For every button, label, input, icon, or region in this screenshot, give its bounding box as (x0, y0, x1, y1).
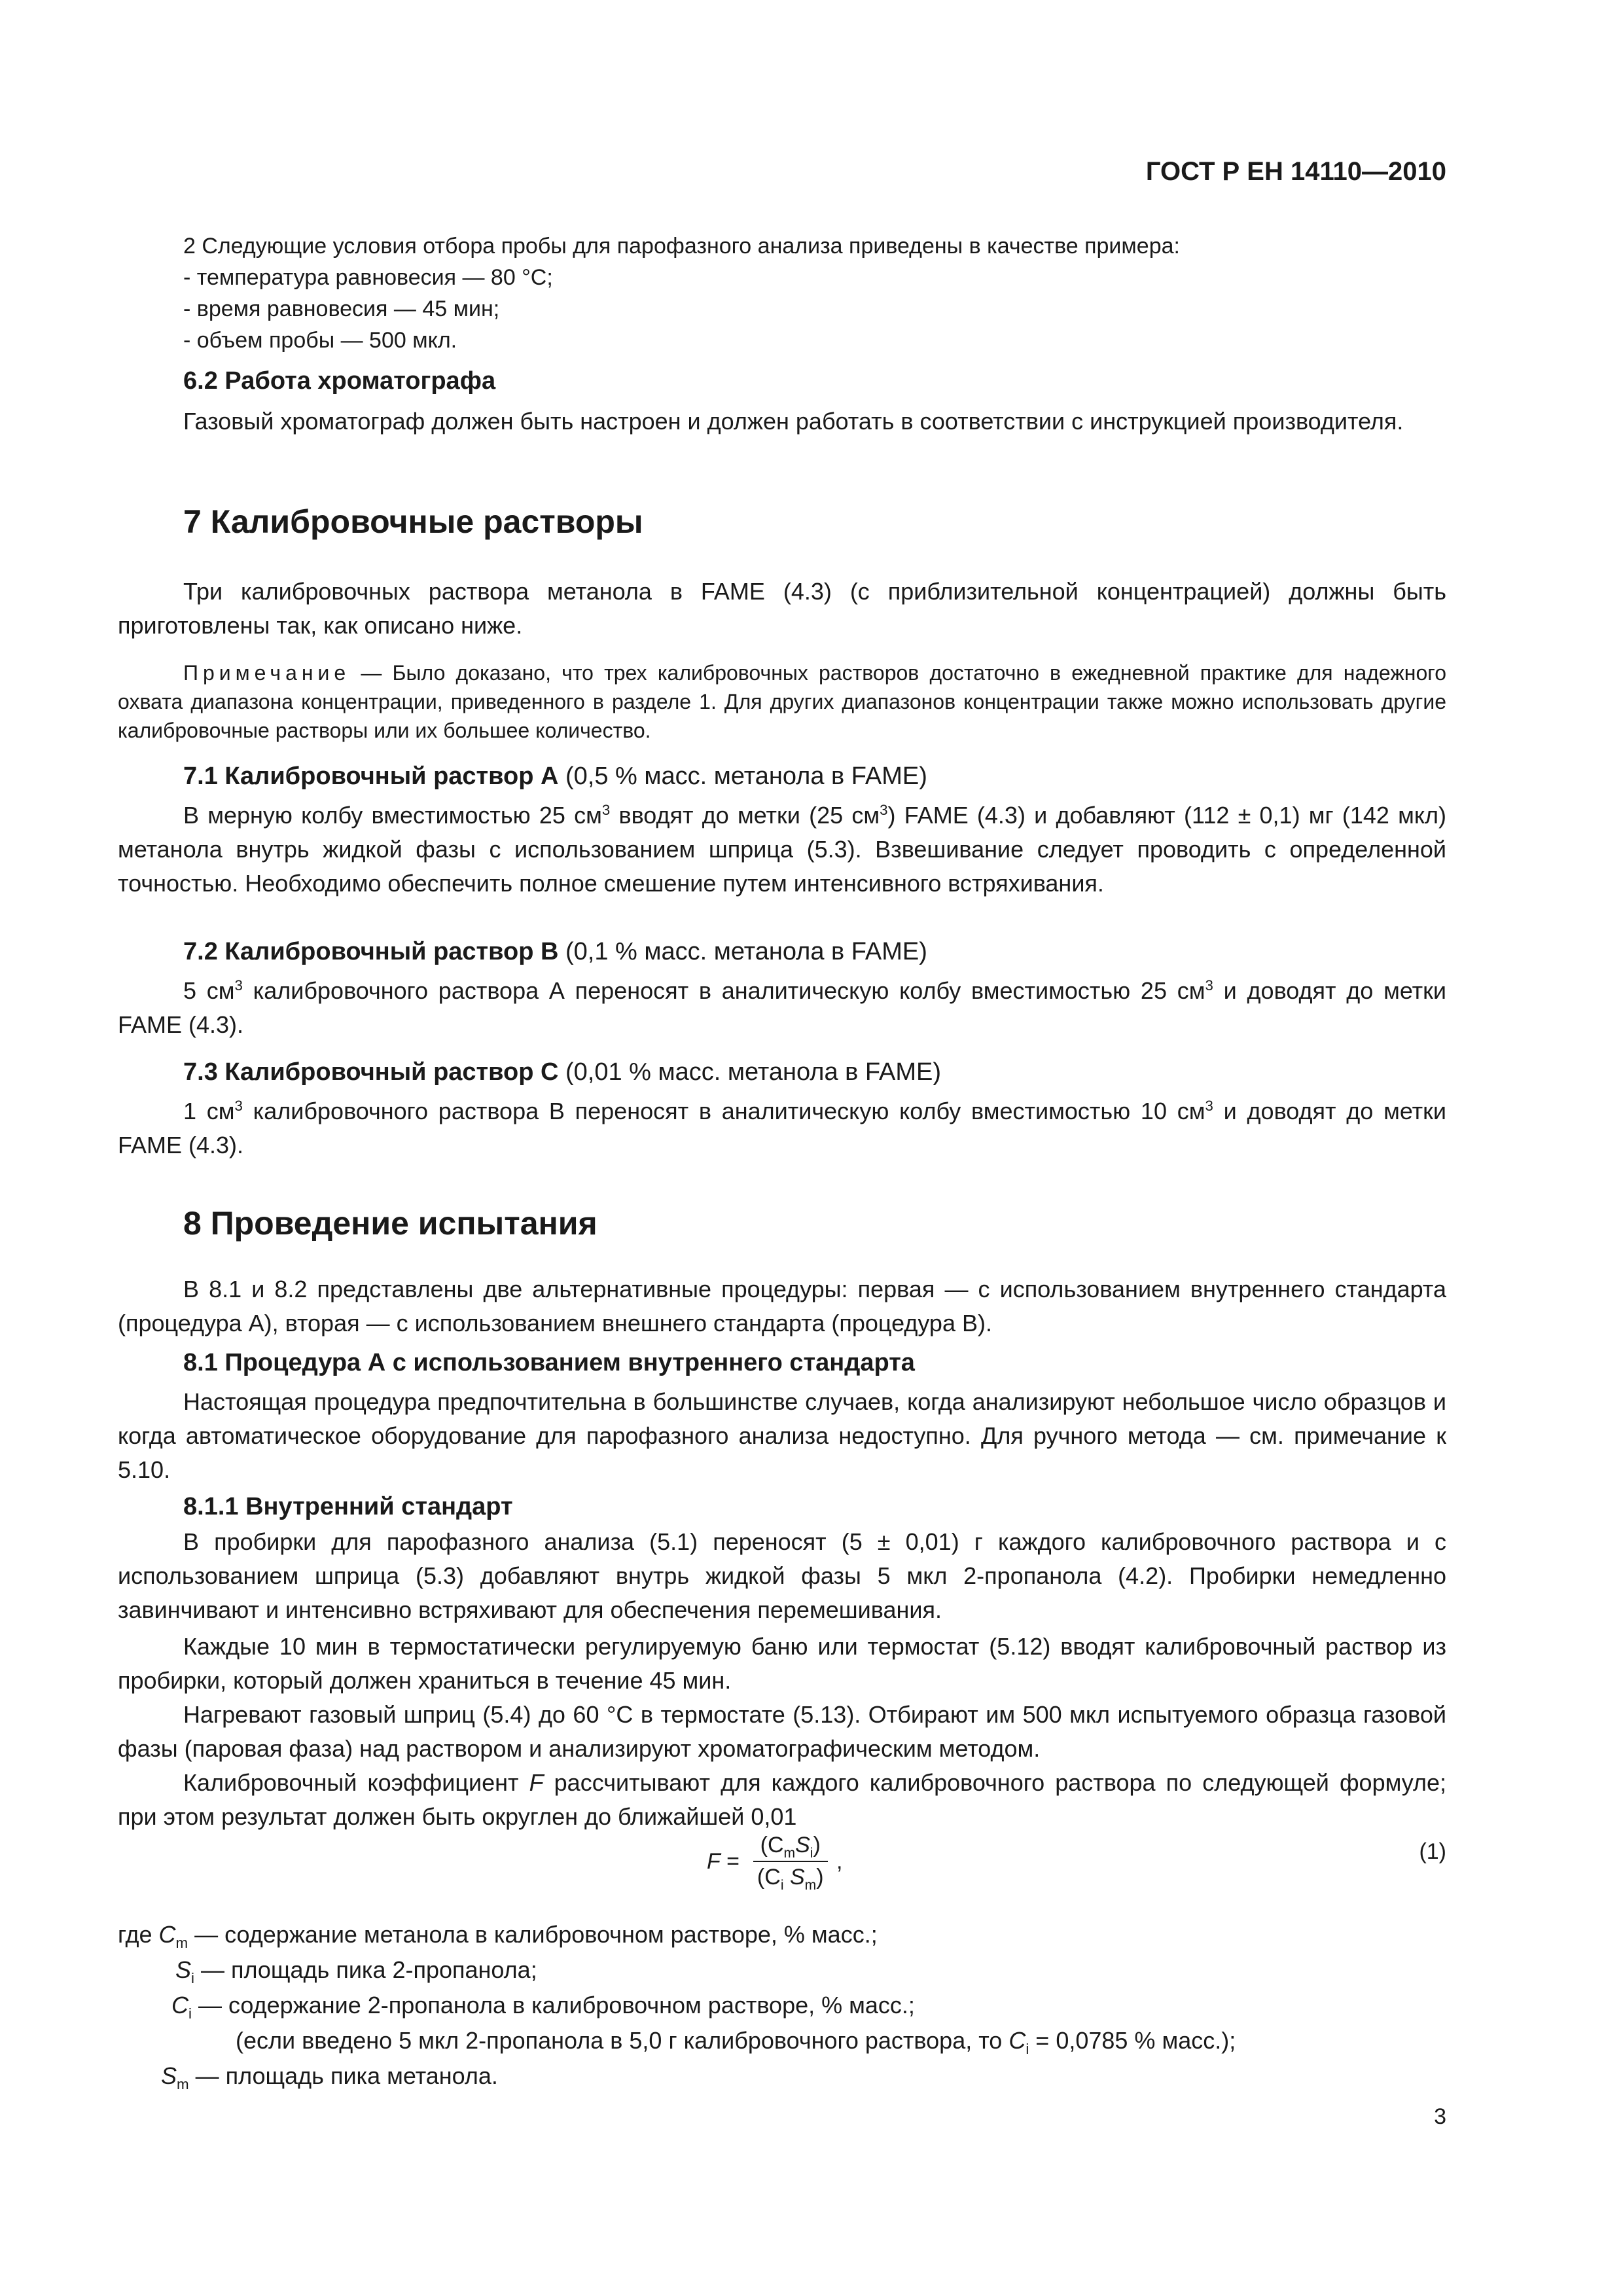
formula-denominator: ($C_i$ $S_m$) (757, 1865, 824, 1893)
section-6-2-text: Газовый хроматограф должен быть настроен и должен работать в соответствии с инструкцией производителя. (183, 408, 1404, 435)
section-6-2-title: 6.2 Работа хроматографа (183, 367, 496, 395)
section-8-1-1-p2: Каждые 10 мин в термостатически регулируемую баню или термостат (5.12) вводят калибровочный раствор из пробирки, который должен храниться в течение 45 мин. (118, 1633, 1446, 1694)
where-line-si: $S_i$ — площадь пика 2-пропанола; (175, 1956, 537, 1987)
note-2-item: - объем пробы — 500 мкл. (183, 328, 457, 353)
note-2-intro: 2 Следующие условия отбора пробы для парофазного анализа приведены в качестве примера: (183, 234, 1180, 259)
section-7-title: 7 Калибровочные растворы (183, 503, 643, 540)
formula-numerator: $(C_mS_i)$ (753, 1833, 828, 1862)
note-2-item: - время равновесия — 45 мин; (183, 296, 500, 321)
where-line-ci: $C_i$ — содержание 2-пропанола в калибровочном растворе, % масс.; (171, 1992, 915, 2022)
section-7-3-title: 7.3 Калибровочный раствор С (0,01 % масс. метанола в FAME) (183, 1058, 942, 1086)
section-7-1-title: 7.1 Калибровочный раствор А (0,5 % масс. метанола в FAME) (183, 762, 927, 790)
section-8-title: 8 Проведение испытания (183, 1205, 597, 1242)
section-8-1-text: Настоящая процедура предпочтительна в большинстве случаев, когда анализируют небольшое число образцов и когда автоматическое оборудование для парофазного анализа недоступно. Для ручного метода — см. примечание к 5.10. (118, 1388, 1446, 1483)
formula-1: F = $\frac{(C_mS_i)}{(C_i S_m)}$ , (707, 1833, 843, 1893)
note-text: — Было доказано, что трех калибровочных растворов достаточно в ежедневной практике для надежного охвата диапазона концентрации, приведенного в разделе 1. Для других диапазонов концентрации также можно использовать другие калибровочные растворы или их большее количество. (118, 661, 1446, 742)
page-number: 3 (1434, 2104, 1446, 2129)
section-8-intro: В 8.1 и 8.2 представлены две альтернативные процедуры: первая — с использованием внутреннего стандарта (процедура А), вторая — с использованием внешнего стандарта (процедура В). (118, 1276, 1446, 1336)
section-8-1-title: 8.1 Процедура А с использованием внутреннего стандарта (183, 1349, 915, 1376)
section-8-1-1-p3: Нагревают газовый шприц (5.4) до 60 °С в термостате (5.13). Отбирают им 500 мкл испытуемого образца газовой фазы (паровая фаза) над раствором и анализируют хроматографическим методом. (118, 1701, 1446, 1762)
section-7-1-text: В мерную колбу вместимостью 25 $см^3$ вводят до метки (25 $см^3$) FAME (4.3) и добавляют (112 ± 0,1) мг (142 мкл) метанола внутрь жидкой фазы с использованием шприца (5.3). Взвешивание следует проводить с определенной точностью. Необходимо обеспечить полное смешение путем интенсивного встряхивания. (118, 802, 1447, 897)
section-8-1-1-p4: Калибровочный коэффициент F рассчитывают для каждого калибровочного раствора по следующей формуле; при этом результат должен быть округлен до ближайшей 0,01 (118, 1769, 1446, 1830)
formula-lhs: F = (707, 1848, 740, 1874)
where-line-sm: $S_m$ — площадь пика метанола. (161, 2062, 498, 2093)
section-7-intro: Три калибровочных раствора метанола в FAME (4.3) (с приблизительной концентрацией) должны быть приготовлены так, как описано ниже. (118, 578, 1446, 639)
section-8-1-1-title: 8.1.1 Внутренний стандарт (183, 1493, 513, 1520)
section-8-1-1-p1: В пробирки для парофазного анализа (5.1) переносят (5 ± 0,01) г каждого калибровочного раствора и с использованием шприца (5.3) добавляют внутрь жидкой фазы 5 мкл 2-пропанола (4.2). Пробирки немедленно завинчивают и интенсивно встряхивают для обеспечения перемешивания. (118, 1528, 1446, 1623)
formula-fraction (753, 1833, 828, 1893)
equation-number: (1) (1419, 1839, 1446, 1864)
note-2 (118, 230, 1446, 356)
document-code-header: ГОСТ Р ЕН 14110—2010 (1145, 157, 1446, 186)
section-7-note (118, 658, 1446, 745)
section-7-2-title: 7.2 Калибровочный раствор В (0,1 % масс. метанола в FAME) (183, 938, 927, 965)
section-7-2-text: 5 $см^3$ калибровочного раствора А переносят в аналитическую колбу вместимостью 25 $см^3$ и доводят до метки FAME (4.3). (118, 977, 1446, 1038)
note-2-item: - температура равновесия — 80 °С; (183, 265, 553, 290)
where-line-ci-note: (если введено 5 мкл 2-пропанола в 5,0 г калибровочного раствора, то $C_i = 0,0785$ % масс.); (236, 2027, 1236, 2058)
section-7-3-text: 1 $см^3$ калибровочного раствора В переносят в аналитическую колбу вместимостью 10 $см^3$ и доводят до метки FAME (4.3). (118, 1098, 1446, 1158)
where-line-cm: где $C_m$ — содержание метанола в калибровочном растворе, % масс.; (118, 1921, 878, 1952)
note-label: Примечание (183, 661, 351, 685)
